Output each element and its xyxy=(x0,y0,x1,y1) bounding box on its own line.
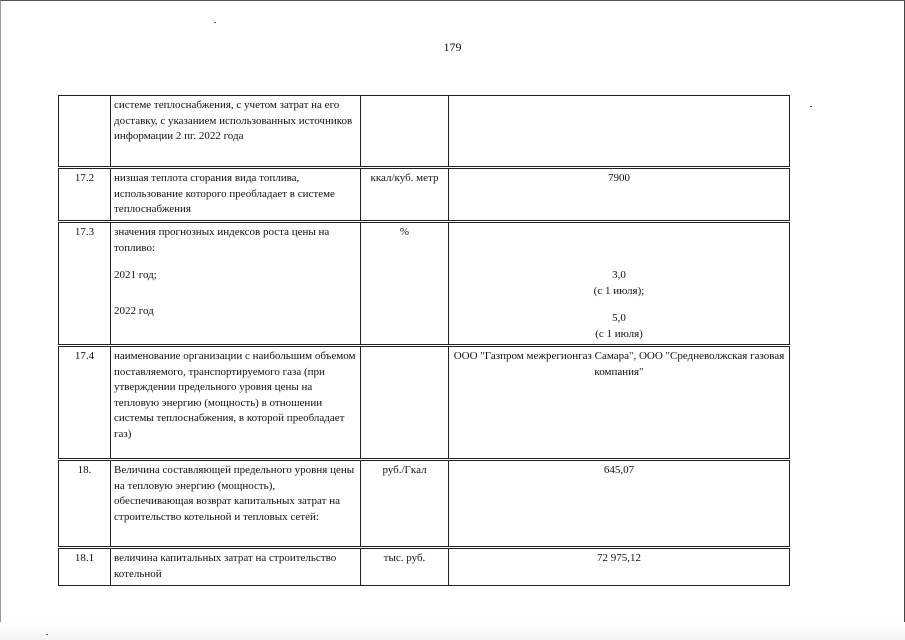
sub-item-note: (с 1 июля); xyxy=(593,284,645,297)
row-value xyxy=(449,222,790,346)
row-unit: % xyxy=(361,222,449,346)
row-description xyxy=(111,222,361,346)
tariff-table xyxy=(58,95,790,586)
row-number xyxy=(59,96,111,168)
page-bottom-edge xyxy=(0,622,905,640)
row-value: 645,07 xyxy=(449,460,790,548)
spacer xyxy=(114,284,357,304)
row-unit xyxy=(361,96,449,168)
row-value: 72 975,12 xyxy=(449,548,790,586)
row-number: 18. xyxy=(59,460,111,548)
spacer xyxy=(452,299,786,311)
table-row xyxy=(59,168,790,222)
table-row xyxy=(59,548,790,586)
row-description: Величина составляющей предельного уровня цены на тепловую энергию (мощность), обеспечивающая возврат капитальных затрат на строительство котельной и тепловых сетей: xyxy=(111,460,361,548)
row-number: 18.1 xyxy=(59,548,111,586)
row-unit xyxy=(361,346,449,460)
row-description: величина капитальных затрат на строительство котельной xyxy=(111,548,361,586)
row-unit: ккал/куб. метр xyxy=(361,168,449,222)
row-number: 17.3 xyxy=(59,222,111,346)
scan-speck xyxy=(810,106,812,107)
row-unit: руб./Гкал xyxy=(361,460,449,548)
spacer xyxy=(114,256,357,268)
row-unit: тыс. руб. xyxy=(361,548,449,586)
row-value xyxy=(449,96,790,168)
sub-item-label: 2022 год xyxy=(114,304,154,317)
spacer xyxy=(452,225,786,268)
table-row xyxy=(59,346,790,460)
sub-item-note: (с 1 июля) xyxy=(595,327,643,340)
table-row xyxy=(59,460,790,548)
row-description: системе теплоснабжения, с учетом затрат на его доставку, с указанием использованных источников информации 2 пг. 2022 года xyxy=(111,96,361,168)
row-description: наименование организации с наибольшим объемом поставляемого, транспортируемого газа (при утверждении предельного уровня цены на тепловую энергию (мощность) в отношении системы теплоснабжения, в которой преобладает газ) xyxy=(111,346,361,460)
row-value: 7900 xyxy=(449,168,790,222)
sub-item-value: 5,0 xyxy=(612,312,626,324)
row-description: низшая теплота сгорания вида топлива, использование которого преобладает в системе теплоснабжения xyxy=(111,168,361,222)
row-number: 17.2 xyxy=(59,168,111,222)
page-number: 179 xyxy=(443,40,462,54)
table-row xyxy=(59,222,790,346)
scan-speck xyxy=(46,634,48,635)
scan-speck xyxy=(214,22,216,23)
row-value: ООО "Газпром межрегионгаз Самара", ООО "Средневолжская газовая компания" xyxy=(449,346,790,460)
row-description-text: значения прогнозных индексов роста цены на топливо: xyxy=(114,226,330,254)
table-row xyxy=(59,96,790,168)
row-number: 17.4 xyxy=(59,346,111,460)
sub-item-label: 2021 год; xyxy=(114,269,157,281)
sub-item-value: 3,0 xyxy=(612,269,626,281)
